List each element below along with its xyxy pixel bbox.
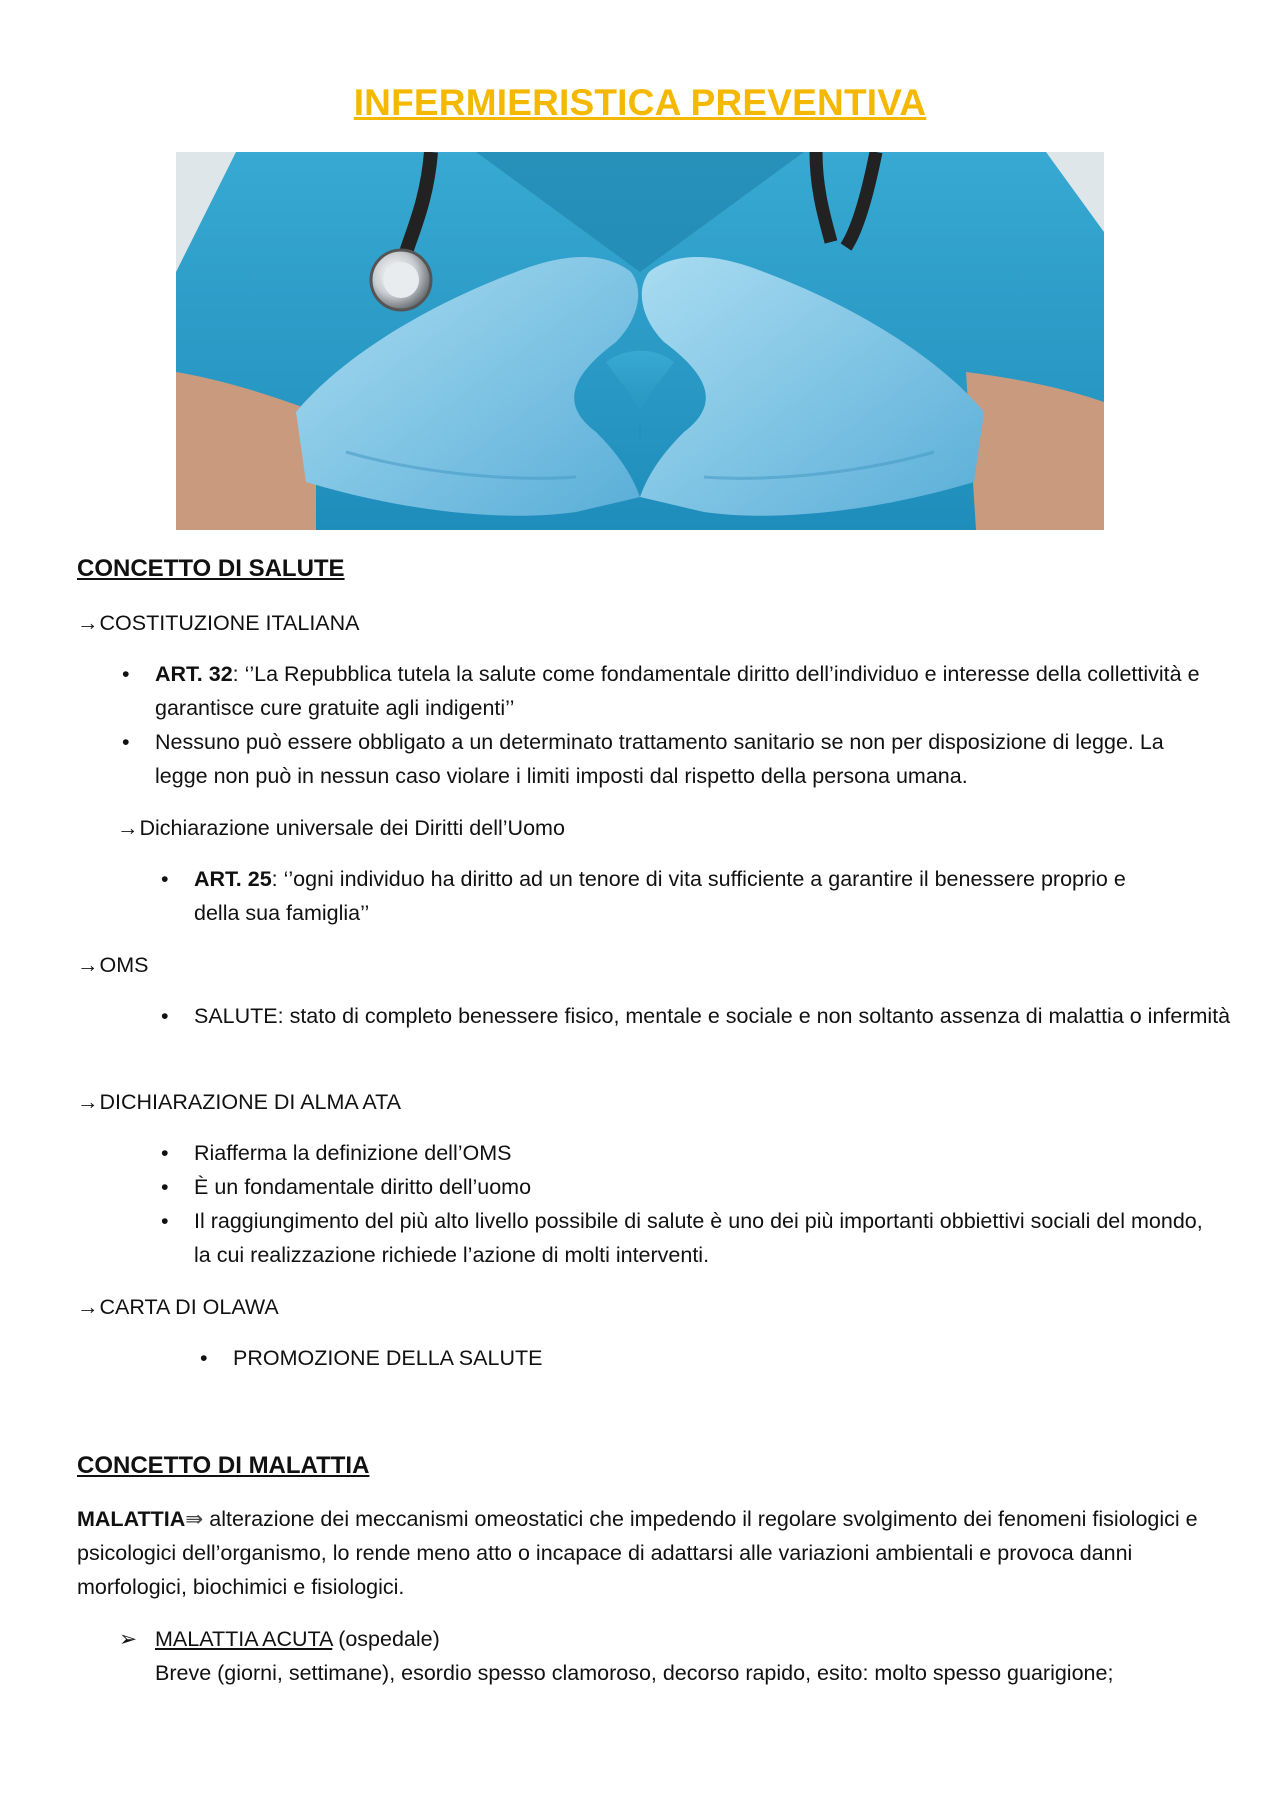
arrow-right-icon: →	[77, 1090, 99, 1114]
oms-line	[77, 948, 148, 982]
bullet-icon: •	[161, 1141, 169, 1165]
malattia-acuta-note: (ospedale)	[332, 1627, 440, 1651]
alma-bullet-text: È un fondamentale diritto dell’uomo	[194, 1175, 532, 1199]
bullet-icon: •	[161, 867, 169, 891]
list-item-alma-2	[161, 1170, 1204, 1204]
art32-label: ART. 32	[155, 662, 233, 686]
costituzione-label: COSTITUZIONE ITALIANA	[99, 611, 360, 635]
arrowhead-bullet-icon: ➢	[119, 1627, 138, 1651]
malattia-acuta-title: MALATTIA ACUTA	[155, 1627, 333, 1651]
alma-bullet-text: Il raggiungimento del più alto livello possibile di salute è uno dei più importanti obbiettivi sociali del mondo, la cui realizzazione richiede l’azione di molti interventi.	[194, 1209, 1203, 1267]
malattia-definition	[77, 1502, 1207, 1604]
art25-text: : ‘’ogni individuo ha diritto ad un tenore di vita sufficiente a garantire il benessere proprio e della sua famiglia’’	[194, 867, 1126, 925]
alma-ata-line	[77, 1085, 401, 1119]
arrow-right-icon: →	[77, 953, 99, 977]
costituzione-line	[77, 606, 360, 640]
oms-label: OMS	[99, 953, 149, 977]
header-photo	[176, 152, 1104, 530]
malattia-acuta-desc: Breve (giorni, settimane), esordio spesso clamoroso, decorso rapido, esito: molto spesso guarigione;	[155, 1661, 1114, 1685]
document-title: INFERMIERISTICA PREVENTIVA	[353, 82, 927, 123]
section-heading-salute: CONCETTO DI SALUTE	[77, 555, 345, 582]
bullet-icon: •	[161, 1175, 169, 1199]
list-item-trattamento	[122, 725, 1215, 793]
list-item-olawa	[200, 1341, 1133, 1375]
list-item-art32	[122, 657, 1205, 725]
arrow-right-icon: →	[117, 816, 139, 840]
double-arrow-icon: ⇛	[185, 1507, 204, 1531]
arrow-right-icon: →	[77, 1295, 99, 1319]
olawa-bullet-text: PROMOZIONE DELLA SALUTE	[233, 1346, 543, 1370]
malattia-definition-text: alterazione dei meccanismi omeostatici che impedendo il regolare svolgimento dei fenomeni fisiologici e psicologici dell’organismo, lo rende meno atto o incapace di adattarsi alle variazioni ambientali e provoca danni morfologici, biochimici e fisiologici.	[77, 1507, 1198, 1599]
bullet-icon: •	[122, 662, 130, 686]
bullet-icon: •	[161, 1209, 169, 1233]
bullet-icon: •	[161, 1004, 169, 1028]
olawa-line	[77, 1290, 279, 1324]
list-item-oms-salute	[161, 999, 1234, 1033]
list-item-malattia-acuta	[119, 1622, 1175, 1690]
art32-text: : ‘’La Repubblica tutela la salute come fondamentale diritto dell’individuo e interesse della collettività e garantisce cure gratuite agli indigenti’’	[155, 662, 1200, 720]
alma-ata-label: DICHIARAZIONE DI ALMA ATA	[99, 1090, 401, 1114]
list-item-art25	[161, 862, 1154, 930]
list-item-alma-1	[161, 1136, 1204, 1170]
list-item-alma-3	[161, 1204, 1204, 1272]
trattamento-text: Nessuno può essere obbligato a un determinato trattamento sanitario se non per disposizione di legge. La legge non può in nessun caso violare i limiti imposti dal rispetto della persona umana.	[155, 730, 1164, 788]
malattia-label: MALATTIA	[77, 1507, 186, 1531]
dichiarazione-label: Dichiarazione universale dei Diritti dell’Uomo	[139, 816, 565, 840]
art25-label: ART. 25	[194, 867, 272, 891]
nurse-heart-hands-image	[176, 152, 1104, 530]
arrow-right-icon: →	[77, 611, 99, 635]
olawa-label: CARTA DI OLAWA	[99, 1295, 279, 1319]
alma-bullet-text: Riafferma la definizione dell’OMS	[194, 1141, 512, 1165]
oms-salute-text: SALUTE: stato di completo benessere fisico, mentale e sociale e non soltanto assenza di malattia o infermità	[194, 1004, 1231, 1028]
bullet-icon: •	[200, 1346, 208, 1370]
section-heading-malattia: CONCETTO DI MALATTIA	[77, 1452, 370, 1479]
dichiarazione-line	[117, 811, 565, 845]
bullet-icon: •	[122, 730, 130, 754]
